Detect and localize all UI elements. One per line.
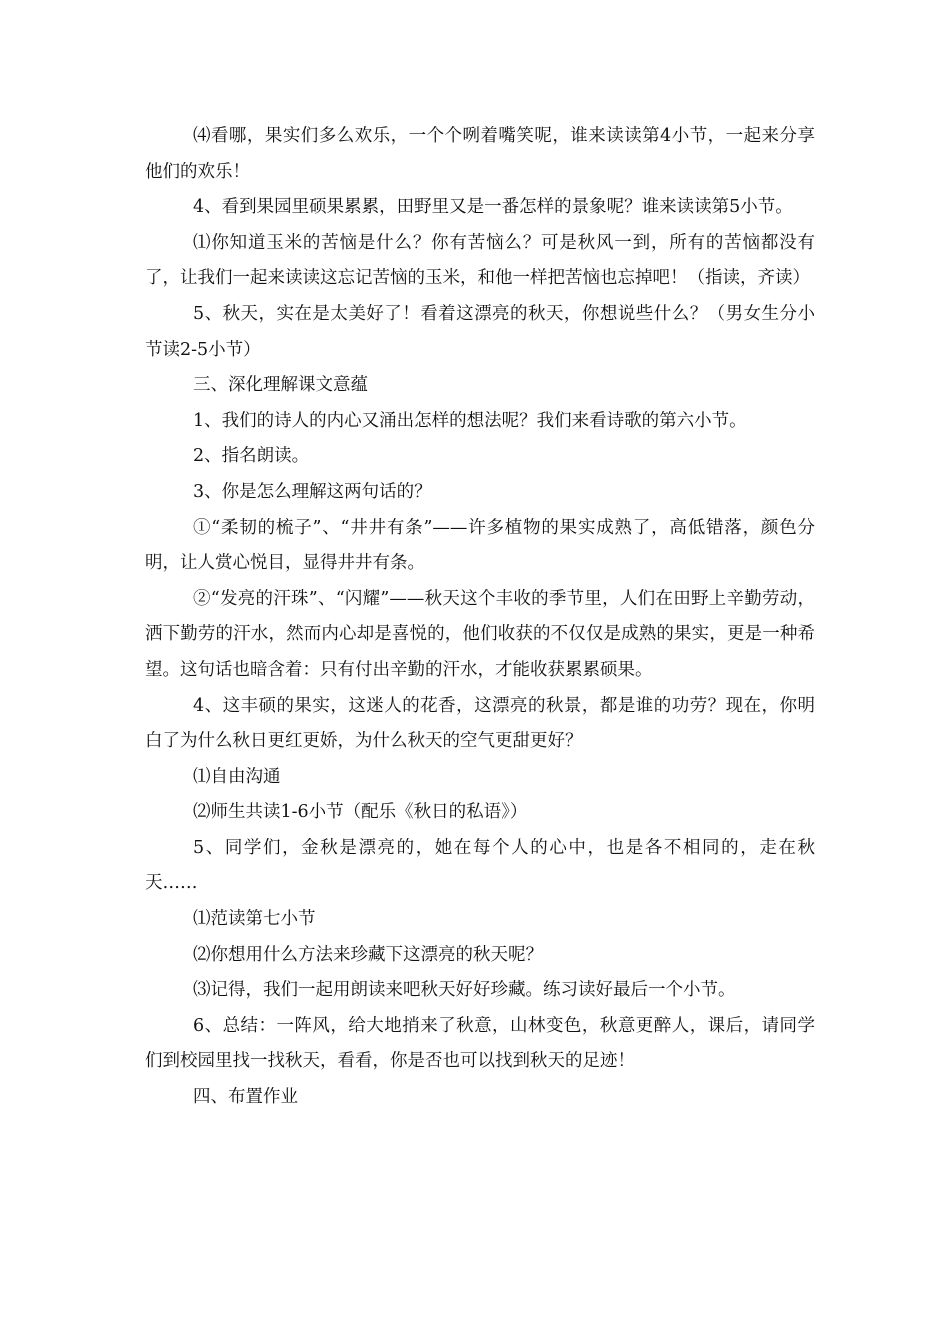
paragraph-item-3: 3、你是怎么理解这两句话的？ <box>193 481 432 502</box>
paragraph-read-together: ⑵师生共读1-6小节（配乐《秋日的私语》） <box>193 802 528 823</box>
paragraph-step-4: 4、看到果园里硕果累累，田野里又是一番怎样的景象呢？谁来读读第5小节。 <box>193 197 793 218</box>
section-heading-three: 三、深化理解课文意蕴 <box>193 375 368 396</box>
paragraph-free-talk: ⑴自由沟通 <box>193 766 281 787</box>
paragraph-sweat: ②“发亮的汗珠”、“闪耀”——秋天这个丰收的季节里，人们在田野上辛勤劳动，洒下勤劳的汗水，然而内心却是喜悦的，他们收获的不仅仅是成熟的果实，更是一种希望。这句话也暗含着：只有付出辛勤的汗水，才能收获累累硕果。 <box>145 588 815 680</box>
paragraph-fruit-joy: ⑷看哪，果实们多么欢乐，一个个咧着嘴笑呢，谁来读读第4小节，一起来分享他们的欢乐！ <box>145 126 815 182</box>
paragraph-model-read: ⑴范读第七小节 <box>193 909 316 930</box>
paragraph-corn-worry: ⑴你知道玉米的苦恼是什么？你有苦恼么？可是秋风一到，所有的苦恼都没有了，让我们一起来读读这忘记苦恼的玉米，和他一样把苦恼也忘掉吧！（指读，齐读） <box>145 232 815 289</box>
paragraph-item-2: 2、指名朗读。 <box>193 446 310 467</box>
paragraph-treasure: ⑵你想用什么方法来珍藏下这漂亮的秋天呢？ <box>193 944 543 965</box>
paragraph-summary: 6、总结：一阵风，给大地捎来了秋意，山林变色，秋意更醉人，课后，请同学们到校园里找一找秋天，看看，你是否也可以找到秋天的足迹！ <box>145 1015 815 1072</box>
section-heading-four: 四、布置作业 <box>193 1087 298 1108</box>
paragraph-remember: ⑶记得，我们一起用朗读来吧秋天好好珍藏。练习读好最后一个小节。 <box>193 980 736 1001</box>
document-body <box>145 119 815 1116</box>
paragraph-item-5: 5、同学们，金秋是漂亮的，她在每个人的心中，也是各不相同的，走在秋天…… <box>145 837 815 894</box>
paragraph-item-1: 1、我们的诗人的内心又涌出怎样的想法呢？我们来看诗歌的第六小节。 <box>193 410 747 431</box>
paragraph-item-4: 4、这丰硕的果实，这迷人的花香，这漂亮的秋景，都是谁的功劳？现在，你明白了为什么秋日更红更娇，为什么秋天的空气更甜更好？ <box>145 695 815 752</box>
paragraph-step-5: 5、秋天，实在是太美好了！看着这漂亮的秋天，你想说些什么？（男女生分小节读2-5小节） <box>145 303 815 360</box>
paragraph-comb: ①“柔韧的梳子”、“井井有条”——许多植物的果实成熟了，高低错落，颜色分明，让人赏心悦目，显得井井有条。 <box>145 517 815 574</box>
